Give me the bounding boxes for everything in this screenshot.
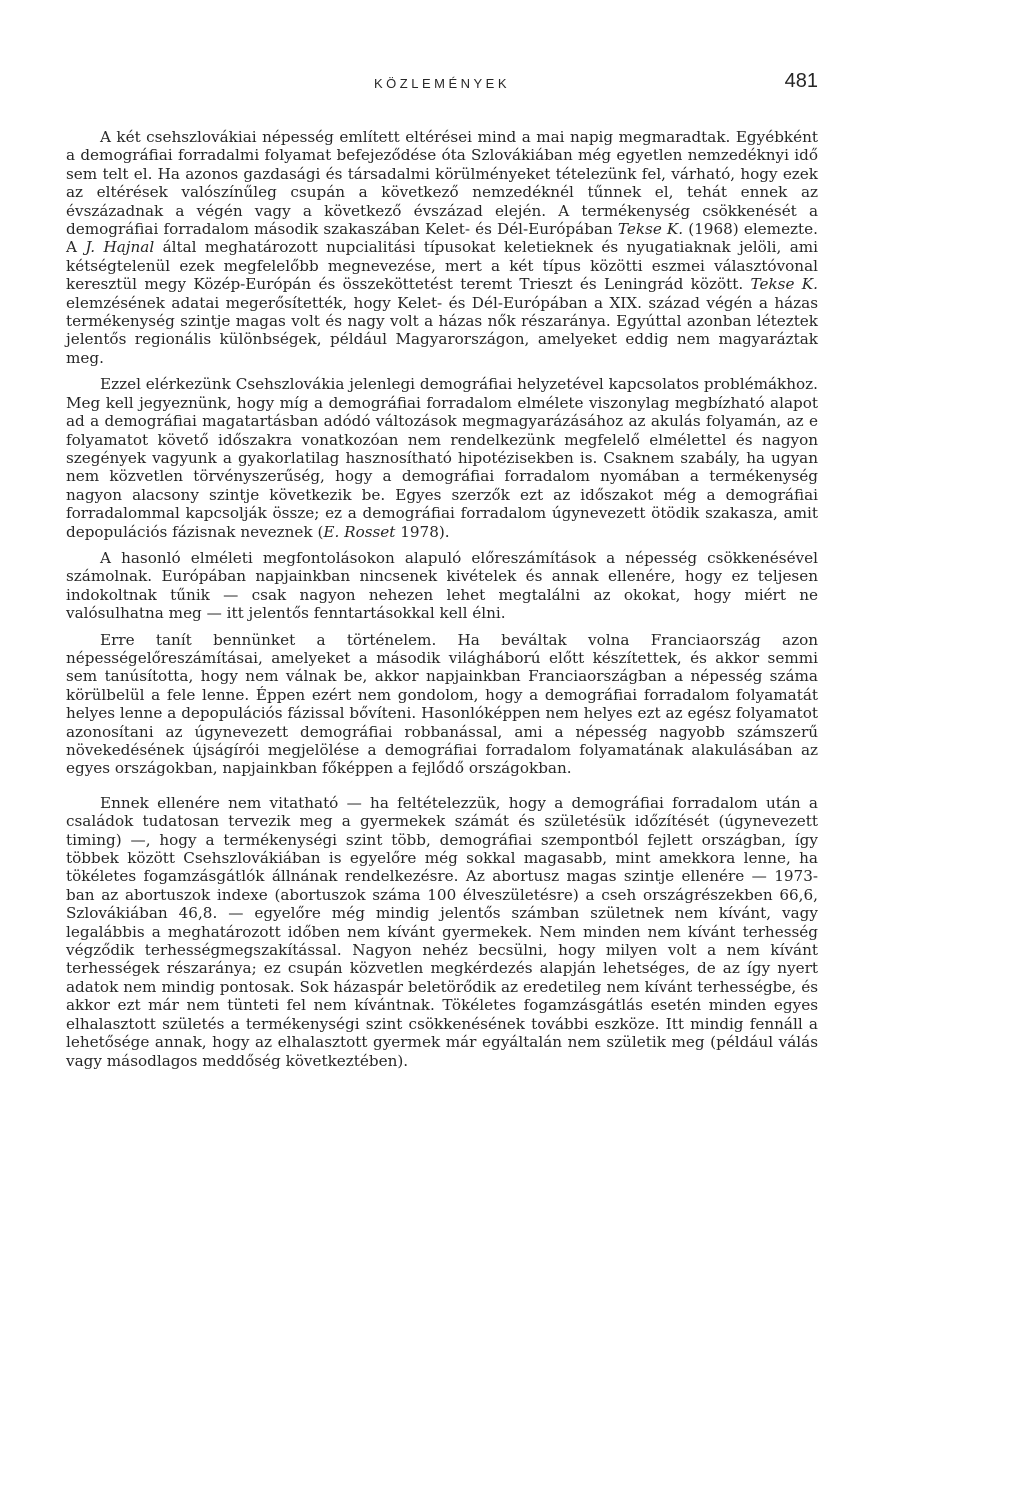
author-name: E. Rosset <box>323 522 396 541</box>
text-run: Erre tanít bennünket a történelem. Ha beváltak volna Franciaország azon népességelőreszámításai, amelyeket a második világháború előtt készítettek, és akkor semmi sem tanúsította, hogy nem válnak be, akkor napjainkban Franciaországban a népesség száma körülbelül a fele lenne. Éppen ezért nem gondolom, hogy a demográfiai forradalom folyamatát helyes lenne a depopulációs fázissal bővíteni. Hasonlóképpen nem helyes ezt az egész folyamatot azonosítani az úgynevezett demográfiai robbanással, ami a népesség nagyobb számszerű növekedésének újságírói megjelölése a demográfiai forradalom folyamatának alakulásában az egyes országokban, napjainkban főképpen a fejlődő országokban. <box>66 630 818 778</box>
paragraph <box>66 631 818 778</box>
text-run: elemzésének adatai megerősítették, hogy Kelet- és Dél-Európában a XIX. század végén a házas termékenység szintje magas volt és nagy volt a házas nők részaránya. Egyúttal azonban léteztek jelentős regionális különbségek, például Magyarországon, amelyeket eddig nem magyaráztak meg. <box>66 293 818 367</box>
running-head: KÖZLEMÉNYEK <box>373 76 511 91</box>
text-run: (1968) elemezte. A <box>66 220 818 257</box>
paragraph <box>66 375 818 541</box>
text-run: által meghatározott nupcialitási típusokat keletieknek és nyugatiaknak jelöli, ami kétségtelenül ezek megfelelőbb megnevezése, mert a két típus közötti eszmei választóvonal keresztül megy Közép-Európán és összeköttetést teremt Trieszt és Leningrád között. <box>66 238 819 294</box>
text-run: Ezzel elérkezünk Csehszlovákia jelenlegi demográfiai helyzetével kapcsolatos problémákhoz. Meg kell jegyeznünk, hogy míg a demográfiai forradalom elmélete viszonylag megbízható alapot ad a demográfiai magatartásban adódó változások megmagyarázásához az akulás folyamán, az e folyamatot követő időszakra vonatkozóan nem rendelkezünk megfelelő elmélettel és nagyon szegények vagyunk a gyakorlatilag hasznosítható hipotézisekben is. Csaknem szabály, ha ugyan nem közvetlen törvényszerűség, hogy a demográfiai forradalom nyomában a termékenység nagyon alacsony szintje következik be. Egyes szerzők ezt az időszakot még a demográfiai forradalommal kapcsolják össze; ez a demográfiai forradalom úgynevezett ötödik szakasza, amit depopulációs fázisnak neveznek ( <box>66 375 818 541</box>
text-run: 1978). <box>395 522 450 541</box>
paragraph <box>66 794 818 1070</box>
paragraph <box>66 128 818 367</box>
text-run: A két csehszlovákiai népesség említett eltérései mind a mai napig megmaradtak. Egyébként a demográfiai forradalmi folyamat befejeződése óta Szlovákiában még egyetlen nemzedéknyi idő sem telt el. Ha azonos gazdasági és társadalmi körülményeket tételezünk fel, várható, hogy ezek az eltérések valószínűleg csupán a következő nemzedéknél tűnnek el, tehát ennek az évszázadnak a végén vagy a következő évszázad elején. A termékenység csökkenését a demográfiai forradalom második szakaszában Kelet- és Dél-Európában <box>66 128 818 239</box>
text-run: A hasonló elméleti megfontolásokon alapuló előreszámítások a népesség csökkenésével számolnak. Európában napjainkban nincsenek kivételek és annak ellenére, hogy ez teljesen indokoltnak tűnik — csak nagyon nehezen lehet megtalálni az okokat, hogy miért ne valósulhatna meg — itt jelentős fenntartásokkal kell élni. <box>66 548 818 623</box>
page-header <box>66 70 818 104</box>
document-page <box>66 70 818 1070</box>
paragraph <box>66 549 818 623</box>
author-name: Tekse K. <box>750 275 818 294</box>
author-name: J. Hajnal <box>85 238 155 257</box>
page-number: 481 <box>784 70 818 92</box>
body-text <box>66 128 818 1070</box>
text-run: Ennek ellenére nem vitatható — ha feltételezzük, hogy a demográfiai forradalom után a családok tudatosan tervezik meg a gyermekek számát és születésük időzítését (úgynevezett timing) —, hogy a termékenységi szint több, demográfiai szempontból fejlett országban, így többek között Csehszlovákiában is egyelőre még sokkal magasabb, mint amekkora lenne, ha tökéletes fogamzásgátlók állnának rendelkezésre. Az abortusz magas szintje ellenére — 1973-ban az abortuszok indexe (abortuszok száma 100 élveszületésre) a cseh országrészekben 66,6, Szlovákiában 46,8. — egyelőre még mindig jelentős számban születnek nem kívánt, vagy legalábbis a meghatározott időben nem kívánt gyermekek. Nem minden nem kívánt terhesség végződik terhességmegszakítással. Nagyon nehéz becsülni, hogy milyen volt a nem kívánt terhességek részaránya; ez csupán közvetlen megkérdezés alapján lehetséges, de az így nyert adatok nem mindig pontosak. Sok házaspár beletörődik az eredetileg nem kívánt terhességbe, és akkor ezt már nem tünteti fel nem kívántnak. Tökéletes fogamzásgátlás esetén minden egyes elhalasztott születés a termékenységi szint csökkenésének további eszköze. Itt mindig fennáll a lehetősége annak, hogy az elhalasztott gyermek már egyáltalán nem születik meg (például válás vagy másodlagos meddőség következtében). <box>66 793 818 1070</box>
author-name: Tekse K. <box>617 220 684 239</box>
